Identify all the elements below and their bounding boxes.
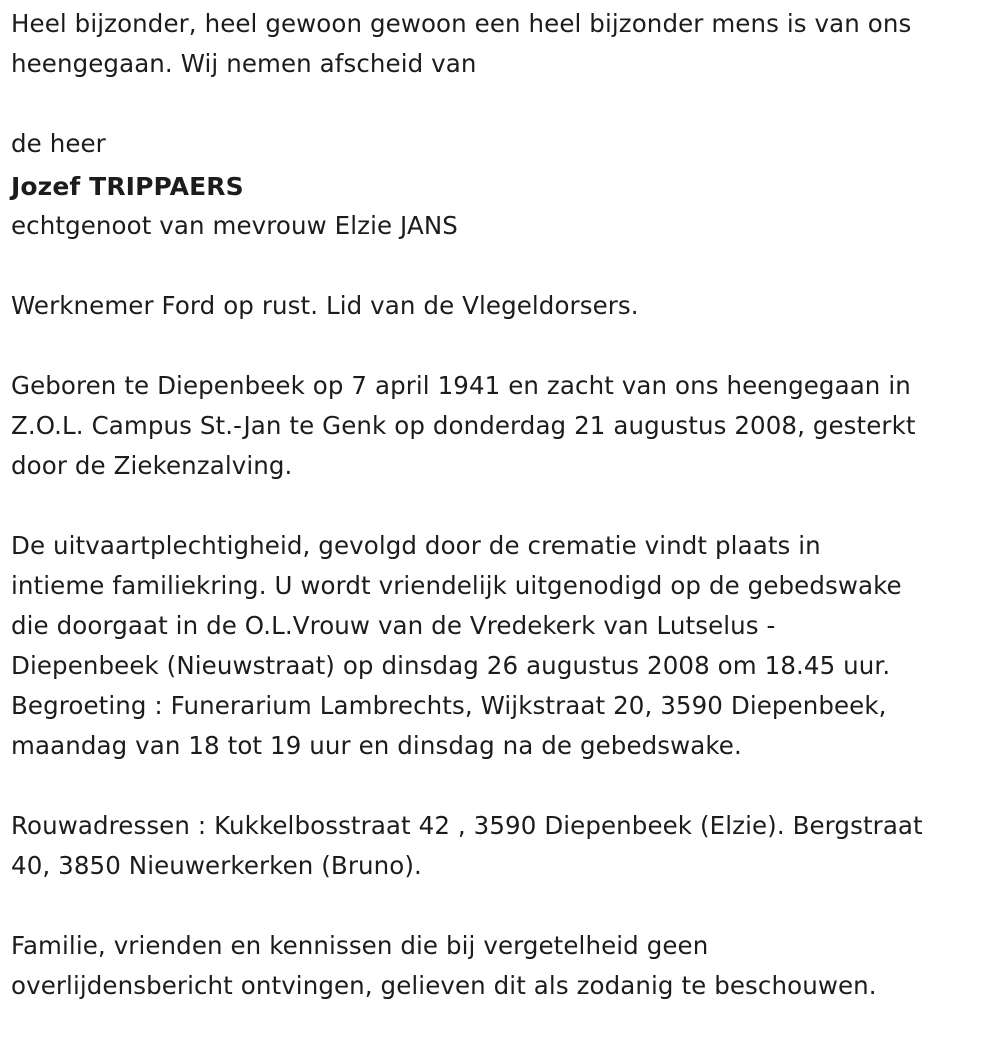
closing-line-2: overlijdensbericht ontvingen, gelieven dit als zodanig te beschouwen. [11,971,877,1000]
addresses-line-2: 40, 3850 Nieuwerkerken (Bruno). [11,851,422,880]
closing-line-1: Familie, vrienden en kennissen die bij vergetelheid geen [11,931,709,960]
spacer [11,766,991,806]
ceremony-paragraph [11,526,991,766]
spacer [11,84,991,124]
birth-death-line-1: Geboren te Diepenbeek op 7 april 1941 en zacht van ons heengegaan in [11,371,911,400]
ceremony-line-4: Diepenbeek (Nieuwstraat) op dinsdag 26 augustus 2008 om 18.45 uur. [11,651,891,680]
ceremony-line-6: maandag van 18 tot 19 uur en dinsdag na de gebedswake. [11,731,742,760]
ceremony-line-3: die doorgaat in de O.L.Vrouw van de Vredekerk van Lutselus - [11,611,776,640]
intro-line-1: Heel bijzonder, heel gewoon gewoon een heel bijzonder mens is van ons [11,9,912,38]
closing-paragraph [11,926,991,1006]
birth-death-paragraph [11,366,991,486]
spacer [11,886,991,926]
title-text: de heer [11,129,106,158]
ceremony-line-1: De uitvaartplechtigheid, gevolgd door de crematie vindt plaats in [11,531,821,560]
addresses-line-1: Rouwadressen : Kukkelbosstraat 42 , 3590 Diepenbeek (Elzie). Bergstraat [11,811,923,840]
intro-paragraph [11,4,991,84]
spouse-text: echtgenoot van mevrouw Elzie JANS [11,211,458,240]
birth-death-line-2: Z.O.L. Campus St.-Jan te Genk op donderdag 21 augustus 2008, gesterkt [11,411,916,440]
spacer [11,326,991,366]
spacer [11,486,991,526]
occupation-text: Werknemer Ford op rust. Lid van de Vlegeldorsers. [11,291,639,320]
birth-death-line-3: door de Ziekenzalving. [11,451,293,480]
deceased-name: Jozef TRIPPAERS [11,172,244,201]
addresses-paragraph [11,806,991,886]
ceremony-line-5: Begroeting : Funerarium Lambrechts, Wijkstraat 20, 3590 Diepenbeek, [11,691,887,720]
ceremony-line-2: intieme familiekring. U wordt vriendelijk uitgenodigd op de gebedswake [11,571,902,600]
obituary-document [11,4,991,1006]
spacer [11,246,991,286]
intro-line-2: heengegaan. Wij nemen afscheid van [11,49,477,78]
